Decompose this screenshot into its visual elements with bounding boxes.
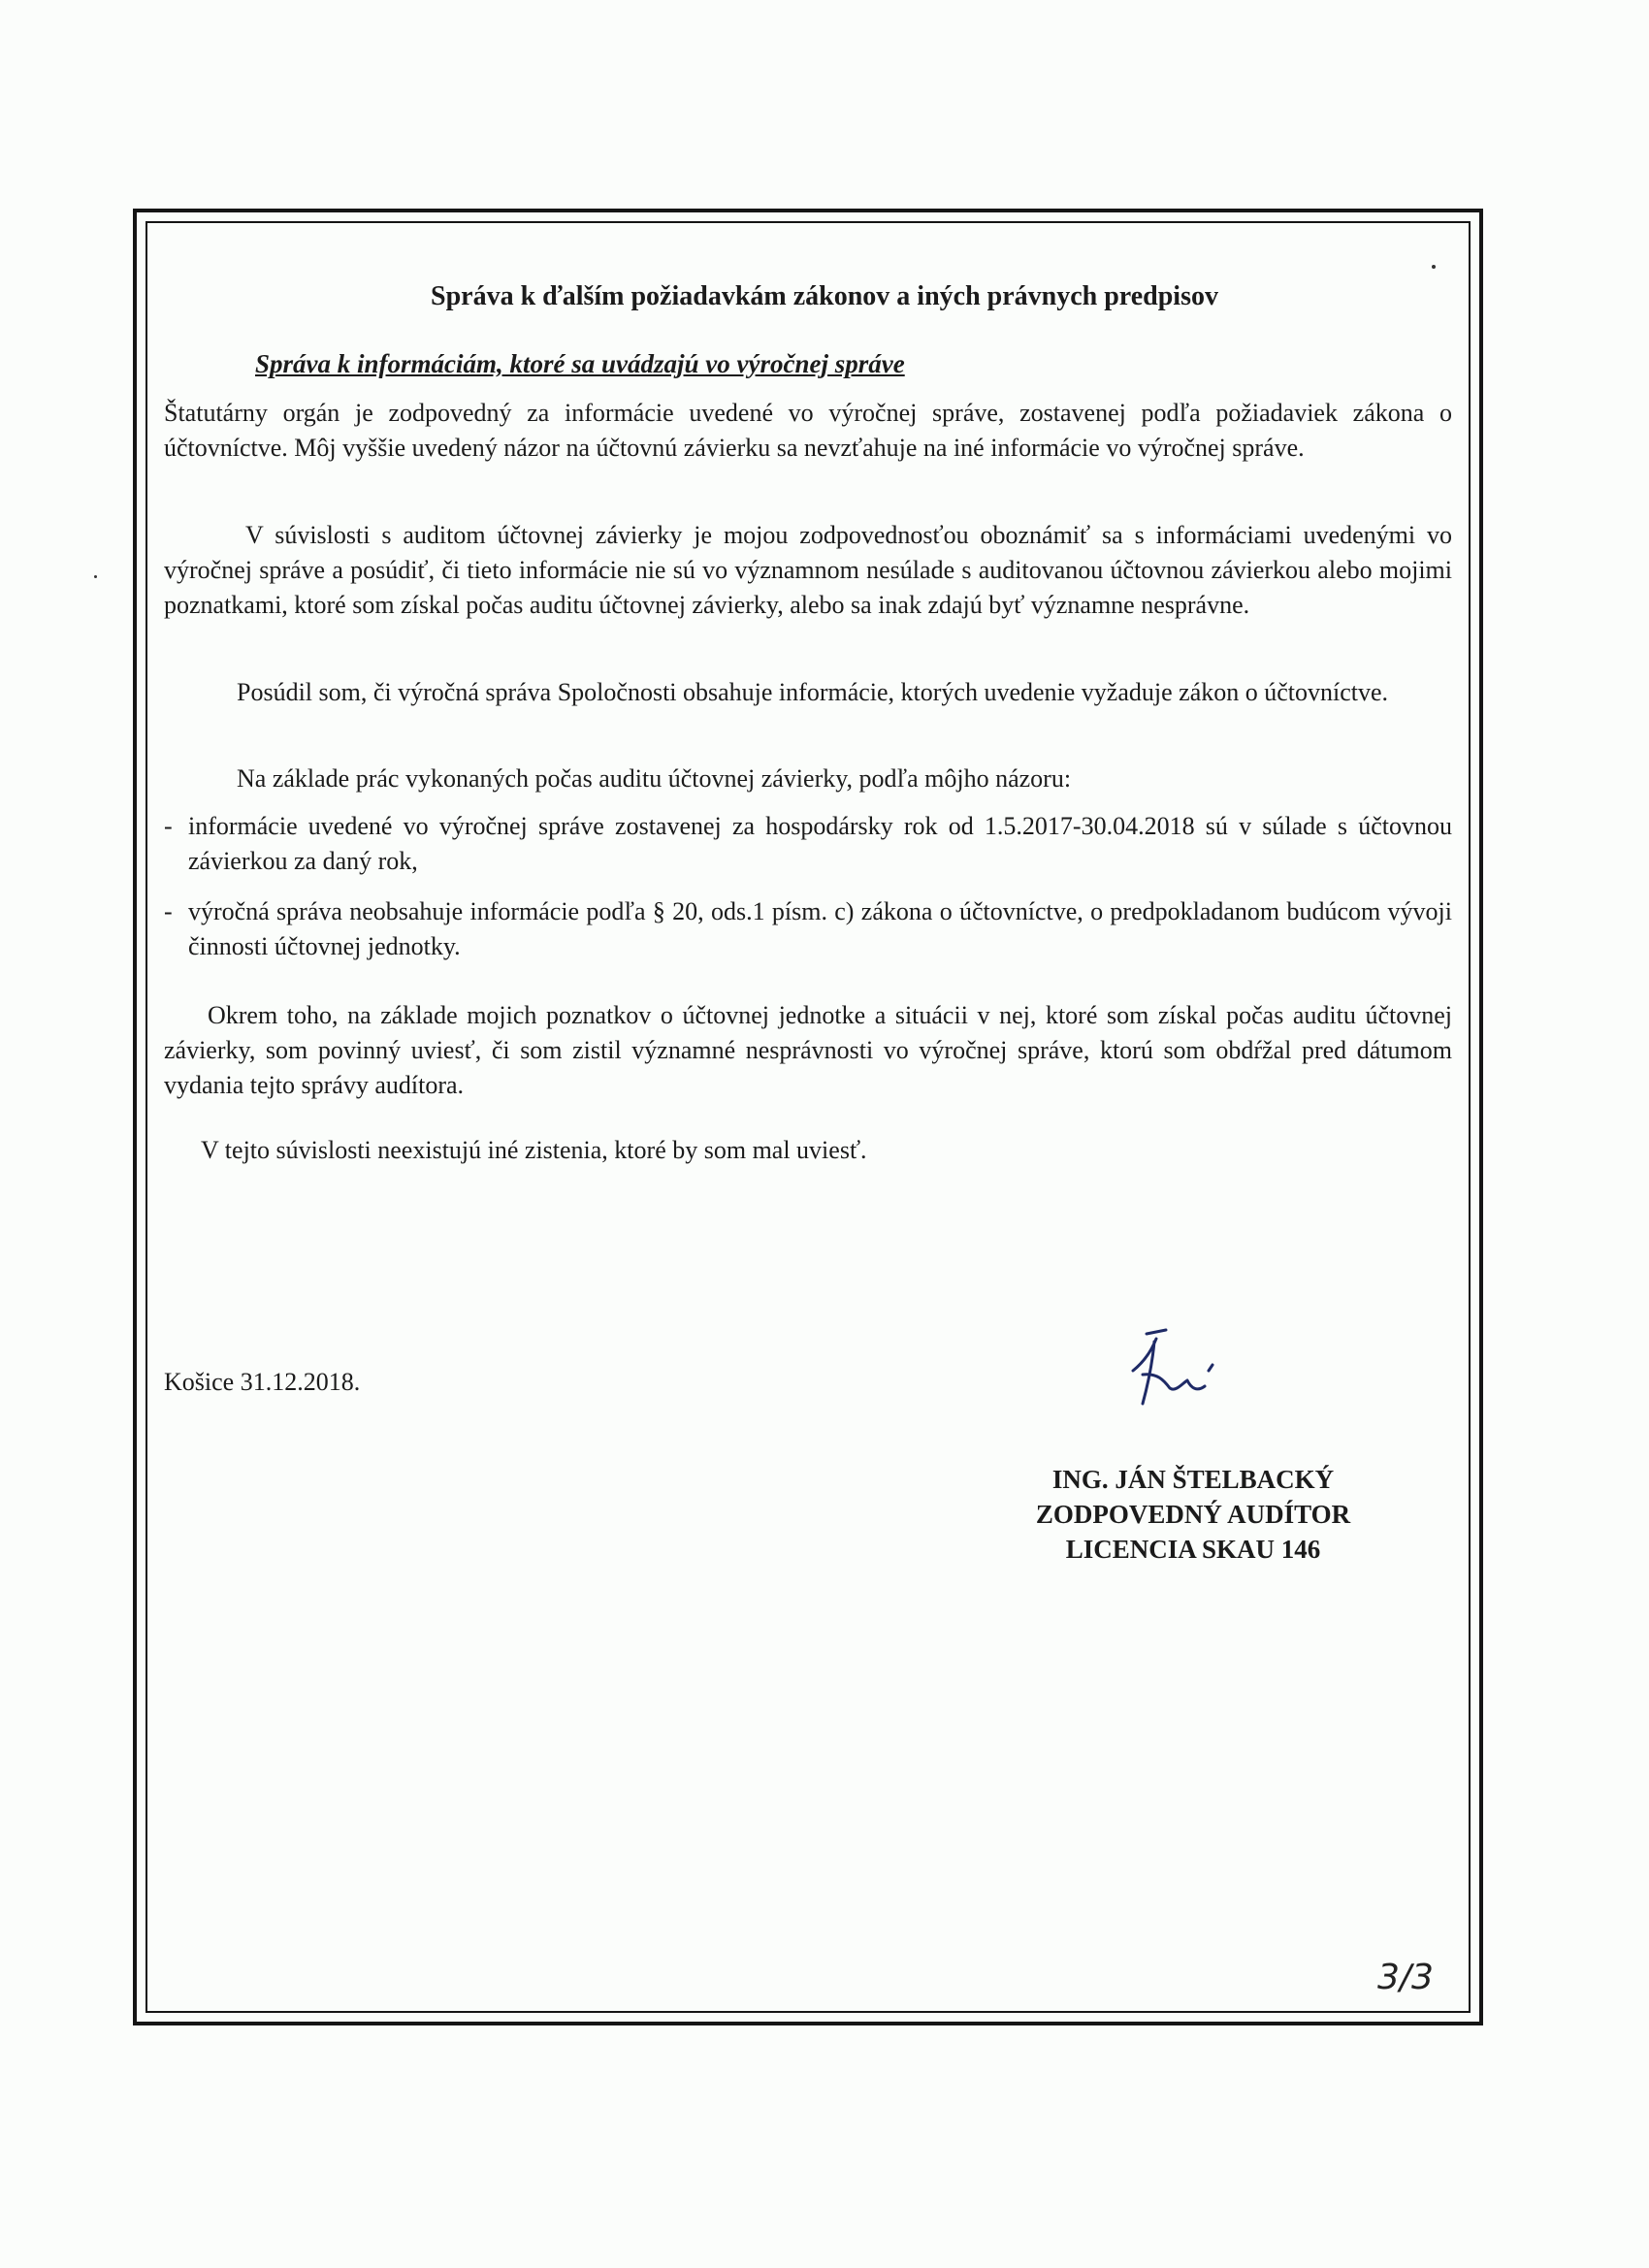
paragraph-audit-duty: V súvislosti s auditom účtovnej závierky je mojou zodpovednosťou oboznámiť sa s informáciami uvedenými vo výročnej správe a posúdiť, či tieto informácie nie sú vo významnom nesúlade s auditovanou účtovnou závierkou alebo mojimi poznatkami, ktoré som získal počas auditu účtovnej závierky, alebo sa inak zdajú byť významne nesprávne. xyxy=(164,521,1452,619)
page-border-inner xyxy=(146,221,1471,2013)
handwritten-signature xyxy=(1114,1324,1249,1411)
paragraph-responsibility: Štatutárny orgán je zodpovedný za informácie uvedené vo výročnej správe, zostavenej podľa požiadaviek zákona o účtovníctve. Môj vyššie uvedený názor na účtovnú závierku sa nevzťahuje na iné informácie vo výročnej správe. xyxy=(164,399,1452,462)
page-border xyxy=(133,209,1483,2025)
list-item-missing-info xyxy=(164,894,1452,964)
place-date: Košice 31.12.2018. xyxy=(164,1368,361,1396)
scan-speck xyxy=(1432,265,1436,269)
list-item-text: informácie uvedené vo výročnej správe zostavenej za hospodársky rok od 1.5.2017-30.04.2018 sú v súlade s účtovnou závierkou za daný rok, xyxy=(188,812,1452,875)
paragraph-assessment: Posúdil som, či výročná správa Spoločnosti obsahuje informácie, ktorých uvedenie vyžaduje zákon o účtovníctve. xyxy=(237,678,1389,706)
bullet-dash: - xyxy=(164,897,173,925)
page-number: 3/3 xyxy=(1377,1958,1434,1997)
signatory-name: ING. JÁN ŠTELBACKÝ xyxy=(1051,1465,1335,1494)
document-title: Správa k ďalším požiadavkám zákonov a iných právnych predpisov xyxy=(431,281,1218,311)
list-item-consistency xyxy=(164,809,1452,879)
paragraph-no-findings: V tejto súvislosti neexistujú iné zistenia, ktoré by som mal uviesť. xyxy=(201,1136,867,1164)
paragraph-opinion-intro: Na základe prác vykonaných počas auditu účtovnej závierky, podľa môjho názoru: xyxy=(237,764,1072,793)
list-item-text: výročná správa neobsahuje informácie podľa § 20, ods.1 písm. c) zákona o účtovníctve, o predpokladanom budúcom vývoji činnosti účtovnej jednotky. xyxy=(188,897,1452,960)
signatory-block xyxy=(989,1462,1397,1567)
bullet-dash: - xyxy=(164,812,173,840)
paragraph-misstatements: Okrem toho, na základe mojich poznatkov o účtovnej jednotke a situácii v nej, ktoré som získal počas auditu účtovnej závierky, som povinný uviesť, či som zistil významné nesprávnosti vo výročnej správe, ktorú som obdŕžal pred dátumom vydania tejto správy audítora. xyxy=(164,1001,1452,1099)
signatory-license: LICENCIA SKAU 146 xyxy=(1065,1535,1321,1564)
signatory-role: ZODPOVEDNÝ AUDÍTOR xyxy=(1035,1500,1351,1529)
section-subtitle: Správa k informáciám, ktoré sa uvádzajú vo výročnej správe xyxy=(255,349,905,378)
scan-speck xyxy=(94,575,97,578)
